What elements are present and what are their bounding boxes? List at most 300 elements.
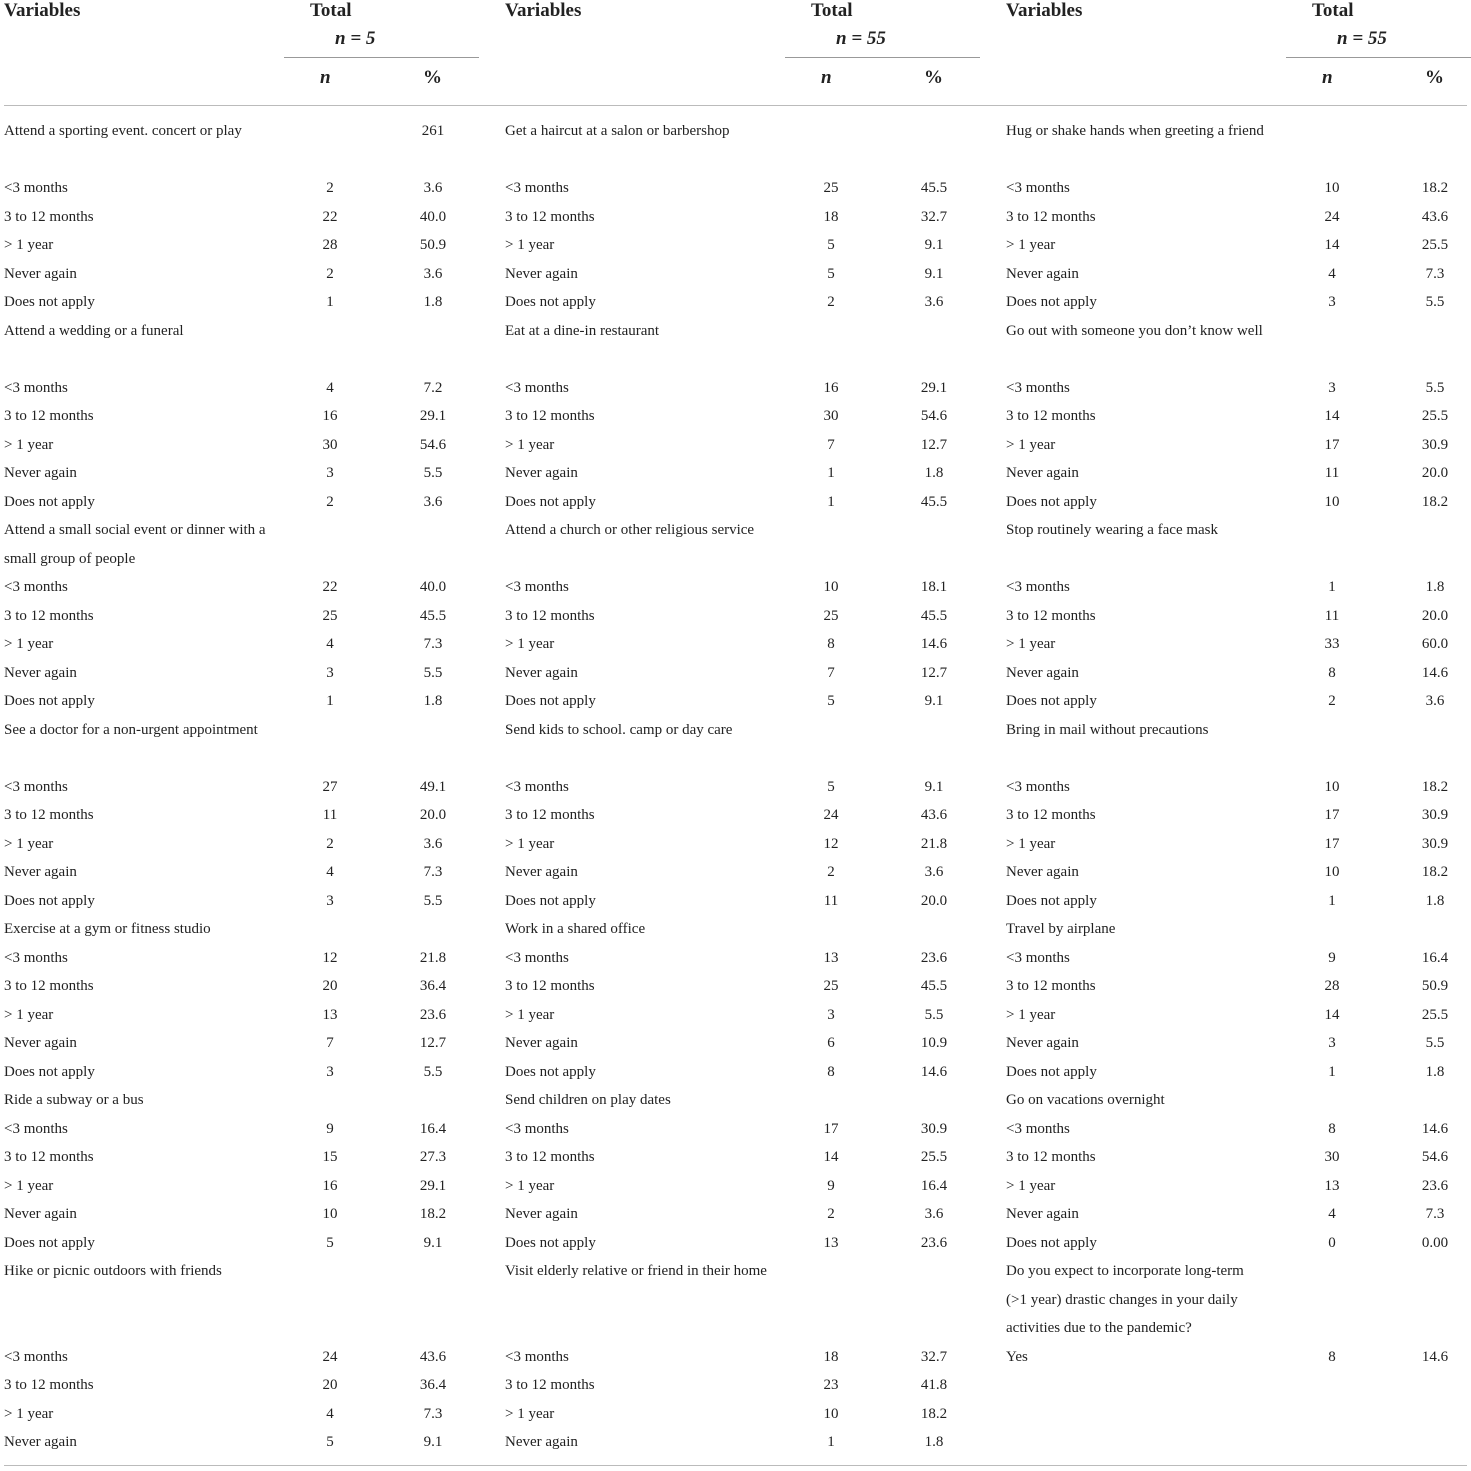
category-label: Bring in mail without precautions <box>1006 721 1209 738</box>
percent-value: 30.9 <box>920 1120 948 1137</box>
percent-column-header: % <box>924 67 943 88</box>
percent-value: 18.2 <box>1421 180 1449 196</box>
n-value: 17 <box>1324 835 1340 852</box>
category-label: Stop routinely wearing a face mask <box>1006 522 1219 538</box>
percent-value: 12.7 <box>419 1035 447 1051</box>
percent-value: 23.6 <box>419 1006 447 1023</box>
n-value: 8 <box>827 636 835 652</box>
response-label: 3 to 12 months <box>4 208 94 225</box>
n-value: 28 <box>322 237 338 253</box>
percent-value: 20.0 <box>419 807 447 823</box>
total-header: Total <box>1312 0 1354 21</box>
n-value: 15 <box>322 1149 338 1165</box>
percent-value: 5.5 <box>423 1063 443 1080</box>
n-value: 7 <box>827 664 835 681</box>
percent-column-header: % <box>1425 67 1444 88</box>
n-value: 20 <box>322 1377 338 1393</box>
n-value: 10 <box>1324 864 1340 880</box>
percent-value: 43.6 <box>1421 208 1449 225</box>
percent-value: 18.2 <box>1421 493 1449 510</box>
n-value: 7 <box>326 1035 334 1051</box>
percent-value: 45.5 <box>920 978 948 994</box>
n-value: 8 <box>1328 1120 1336 1137</box>
category-label: Eat at a dine-in restaurant <box>505 322 660 339</box>
n-value: 14 <box>823 1149 839 1165</box>
response-label: Never again <box>505 465 578 481</box>
n-value: 1 <box>1328 1063 1336 1080</box>
n-value: 2 <box>326 493 334 510</box>
n-value: 2 <box>326 265 334 282</box>
response-label: <3 months <box>4 949 68 966</box>
response-label: Never again <box>4 1206 77 1222</box>
response-label: 3 to 12 months <box>1006 978 1096 994</box>
n-value: 18 <box>823 1348 839 1365</box>
percent-value: 40.0 <box>419 208 447 225</box>
percent-value: 41.8 <box>920 1377 948 1393</box>
n-value: 5 <box>827 778 835 795</box>
response-label: <3 months <box>4 778 68 795</box>
response-label: 3 to 12 months <box>4 978 94 994</box>
percent-value: 3.6 <box>924 294 944 310</box>
percent-value: 3.6 <box>423 493 443 510</box>
percent-value: 50.9 <box>1421 978 1449 994</box>
n-value: 11 <box>823 892 839 909</box>
n-value: 25 <box>322 607 338 624</box>
category-label: Attend a sporting event. concert or play <box>4 123 242 139</box>
n-value: 3 <box>827 1006 835 1023</box>
n-value: 16 <box>322 408 338 424</box>
n-value: 1 <box>326 294 334 310</box>
response-label: <3 months <box>4 1348 68 1365</box>
response-label: 3 to 12 months <box>1006 607 1096 624</box>
percent-value: 21.8 <box>419 949 447 966</box>
percent-value: 23.6 <box>920 1234 948 1251</box>
response-label: > 1 year <box>505 237 555 253</box>
percent-value: 5.5 <box>423 465 443 481</box>
response-label: > 1 year <box>505 835 555 852</box>
response-label: > 1 year <box>1006 1006 1056 1023</box>
response-label: Never again <box>505 864 578 880</box>
response-label: Never again <box>4 1035 77 1051</box>
n-value: 5 <box>827 237 835 253</box>
category-label: Hike or picnic outdoors with friends <box>4 1263 222 1279</box>
variables-header: Variables <box>505 0 582 21</box>
response-label: Does not apply <box>1006 1063 1097 1080</box>
header-divider <box>785 57 980 58</box>
response-label: <3 months <box>1006 579 1070 595</box>
response-label: 3 to 12 months <box>505 1149 595 1165</box>
n-value: 1 <box>326 693 334 709</box>
percent-value: 1.8 <box>924 1434 944 1450</box>
percent-value: 14.6 <box>1421 1120 1449 1137</box>
n-column-header: n <box>821 67 832 88</box>
n-value: 18 <box>823 208 839 225</box>
response-label: > 1 year <box>505 636 555 652</box>
response-label: > 1 year <box>1006 1177 1056 1194</box>
n-column-header: n <box>320 67 331 88</box>
percent-value: 18.1 <box>920 579 948 595</box>
response-label: 3 to 12 months <box>505 1377 595 1393</box>
percent-value: 9.1 <box>423 1434 443 1450</box>
percent-value: 49.1 <box>419 778 447 795</box>
response-label: Never again <box>1006 1035 1079 1051</box>
percent-value: 5.5 <box>423 892 443 909</box>
response-label: 3 to 12 months <box>505 208 595 225</box>
response-label: Does not apply <box>1006 1234 1097 1251</box>
category-label: Visit elderly relative or friend in their home <box>505 1263 767 1279</box>
response-label: Never again <box>505 265 578 282</box>
percent-value: 1.8 <box>924 465 944 481</box>
variables-header: Variables <box>1006 0 1083 21</box>
n-value: 13 <box>823 949 839 966</box>
response-label: Never again <box>4 664 77 681</box>
n-value: 4 <box>1328 1206 1336 1222</box>
n-value: 7 <box>827 436 835 453</box>
response-label: <3 months <box>505 1348 569 1365</box>
n-value: 2 <box>326 180 334 196</box>
percent-value: 7.3 <box>423 636 443 652</box>
percent-value: 29.1 <box>419 1177 447 1194</box>
response-label: <3 months <box>4 180 68 196</box>
category-label: Work in a shared office <box>505 921 646 937</box>
percent-value: 54.6 <box>1421 1149 1449 1165</box>
percent-column-header: % <box>423 67 442 88</box>
percent-value: 30.9 <box>1421 807 1449 823</box>
n-value: 1 <box>827 1434 835 1450</box>
percent-value: 18.2 <box>419 1206 447 1222</box>
percent-value: 10.9 <box>920 1035 948 1051</box>
percent-value: 43.6 <box>920 807 948 823</box>
percent-value: 16.4 <box>920 1177 948 1194</box>
n-value: 33 <box>1324 636 1340 652</box>
response-label: Does not apply <box>505 294 596 310</box>
percent-value: 14.6 <box>920 636 948 652</box>
response-label: Does not apply <box>1006 892 1097 909</box>
category-label: Attend a small social event or dinner with a small group of people <box>4 522 266 567</box>
category-label: Attend a wedding or a funeral <box>4 322 184 339</box>
n-value: 12 <box>823 835 839 852</box>
percent-value: 20.0 <box>920 892 948 909</box>
response-label: 3 to 12 months <box>4 807 94 823</box>
percent-value: 5.5 <box>924 1006 944 1023</box>
response-label: Does not apply <box>4 1234 95 1251</box>
n-value: 11 <box>1324 465 1340 481</box>
response-label: > 1 year <box>1006 835 1056 852</box>
percent-value: 3.6 <box>423 180 443 196</box>
response-label: > 1 year <box>505 1006 555 1023</box>
response-label: 3 to 12 months <box>505 978 595 994</box>
n-value: 22 <box>322 579 338 595</box>
category-label: Ride a subway or a bus <box>4 1092 144 1108</box>
n-value: 4 <box>326 864 334 880</box>
n-value: 22 <box>322 208 338 225</box>
percent-value: 7.2 <box>423 379 443 396</box>
response-label: 3 to 12 months <box>4 408 94 424</box>
percent-value: 54.6 <box>920 408 948 424</box>
response-label: Does not apply <box>4 1063 95 1080</box>
response-label: <3 months <box>505 180 569 196</box>
n-value: 6 <box>827 1035 835 1051</box>
n-value: 3 <box>1328 379 1336 396</box>
n-value: 14 <box>1324 237 1340 253</box>
category-label: Go out with someone you don’t know well <box>1006 322 1263 339</box>
percent-value: 5.5 <box>1425 379 1445 396</box>
response-label: Never again <box>4 1434 77 1450</box>
response-label: <3 months <box>4 579 68 595</box>
percent-value: 9.1 <box>924 778 944 795</box>
n-value: 11 <box>1324 607 1340 624</box>
percent-value: 16.4 <box>1421 949 1449 966</box>
percent-value: 43.6 <box>419 1348 447 1365</box>
n-value: 3 <box>1328 294 1336 310</box>
percent-value: 9.1 <box>924 265 944 282</box>
response-label: Does not apply <box>4 493 95 510</box>
percent-value: 45.5 <box>419 607 447 624</box>
response-label: > 1 year <box>505 1405 555 1422</box>
n-total-header: n = 55 <box>1337 28 1387 49</box>
response-label: <3 months <box>505 1120 569 1137</box>
response-label: Never again <box>4 864 77 880</box>
n-value: 16 <box>823 379 839 396</box>
response-label: <3 months <box>505 379 569 396</box>
response-label: Does not apply <box>4 892 95 909</box>
percent-value: 1.8 <box>423 294 443 310</box>
n-value: 10 <box>1324 493 1340 510</box>
response-label: Never again <box>1006 465 1079 481</box>
response-label: > 1 year <box>1006 636 1056 652</box>
percent-value: 18.2 <box>920 1405 948 1422</box>
percent-value: 25.5 <box>1421 1006 1449 1023</box>
percent-value: 50.9 <box>419 237 447 253</box>
response-label: <3 months <box>1006 180 1070 196</box>
percent-value: 5.5 <box>1425 294 1445 310</box>
n-value: 10 <box>1324 180 1340 196</box>
n-value: 11 <box>322 807 338 823</box>
n-value: 25 <box>823 180 839 196</box>
response-label: Never again <box>1006 864 1079 880</box>
percent-value: 36.4 <box>419 1377 447 1393</box>
category-label: Send children on play dates <box>505 1092 671 1108</box>
n-value: 3 <box>326 1063 334 1080</box>
response-label: <3 months <box>1006 379 1070 396</box>
category-label: Do you expect to incorporate long-term (>1 year) drastic changes in your daily activities due to the pandemic? <box>1006 1263 1244 1336</box>
n-value: 13 <box>1324 1177 1340 1194</box>
response-label: Does not apply <box>505 892 596 909</box>
n-value: 1 <box>1328 892 1336 909</box>
n-value: 17 <box>1324 436 1340 453</box>
response-label: Never again <box>505 1035 578 1051</box>
n-value: 20 <box>322 978 338 994</box>
percent-value: 3.6 <box>423 835 443 852</box>
n-value: 2 <box>827 294 835 310</box>
percent-value: 1.8 <box>423 693 443 709</box>
n-value: 13 <box>322 1006 338 1023</box>
total-header: Total <box>310 0 352 21</box>
response-label: Never again <box>4 265 77 282</box>
category-label: Attend a church or other religious service <box>505 522 755 538</box>
n-value: 5 <box>326 1434 334 1450</box>
response-label: Does not apply <box>4 693 95 709</box>
n-value: 24 <box>1324 208 1340 225</box>
response-label: <3 months <box>505 949 569 966</box>
n-value: 25 <box>823 978 839 994</box>
response-label: <3 months <box>1006 949 1070 966</box>
n-value: 3 <box>1328 1035 1336 1051</box>
response-label: 3 to 12 months <box>4 1377 94 1393</box>
n-value: 3 <box>326 664 334 681</box>
response-label: Does not apply <box>4 294 95 310</box>
n-value: 9 <box>1328 949 1336 966</box>
response-label: 3 to 12 months <box>1006 408 1096 424</box>
percent-value: 32.7 <box>920 1348 948 1365</box>
response-label: Never again <box>505 664 578 681</box>
n-value: 8 <box>827 1063 835 1080</box>
percent-value: 7.3 <box>423 1405 443 1422</box>
percent-value: 25.5 <box>1421 408 1449 424</box>
category-label: Exercise at a gym or fitness studio <box>4 921 211 937</box>
n-value: 1 <box>827 465 835 481</box>
percent-value: 29.1 <box>419 408 447 424</box>
n-value: 1 <box>827 493 835 510</box>
category-label: Send kids to school. camp or day care <box>505 721 733 738</box>
percent-value: 3.6 <box>924 864 944 880</box>
n-value: 13 <box>823 1234 839 1251</box>
response-label: > 1 year <box>4 237 54 253</box>
category-label: See a doctor for a non-urgent appointment <box>4 721 258 738</box>
response-label: > 1 year <box>4 835 54 852</box>
response-label: <3 months <box>4 379 68 396</box>
category-label: Get a haircut at a salon or barbershop <box>505 123 730 139</box>
response-label: Does not apply <box>505 493 596 510</box>
percent-value: 16.4 <box>419 1120 447 1137</box>
n-value: 10 <box>823 579 839 595</box>
response-label: > 1 year <box>4 636 54 652</box>
response-label: <3 months <box>4 1120 68 1137</box>
n-value: 28 <box>1324 978 1340 994</box>
n-value: 10 <box>823 1405 839 1422</box>
n-value: 5 <box>326 1234 334 1251</box>
response-label: Never again <box>4 465 77 481</box>
percent-value: 23.6 <box>920 949 948 966</box>
n-value: 2 <box>827 1206 835 1222</box>
n-value: 30 <box>322 436 338 453</box>
n-value: 27 <box>322 778 338 795</box>
percent-value: 30.9 <box>1421 436 1449 453</box>
response-label: Does not apply <box>1006 493 1097 510</box>
response-label: > 1 year <box>1006 436 1056 453</box>
percent-value: 25.5 <box>920 1149 948 1165</box>
n-value: 24 <box>823 807 839 823</box>
response-label: <3 months <box>1006 1120 1070 1137</box>
percent-value: 7.3 <box>423 864 443 880</box>
response-label: > 1 year <box>505 436 555 453</box>
n-value: 3 <box>326 892 334 909</box>
percent-value: 25.5 <box>1421 237 1449 253</box>
response-label: > 1 year <box>505 1177 555 1194</box>
bottom-rule <box>4 1465 1467 1466</box>
response-label: 3 to 12 months <box>1006 208 1096 225</box>
n-value: 12 <box>322 949 338 966</box>
response-label: <3 months <box>505 579 569 595</box>
percent-value: 9.1 <box>924 237 944 253</box>
response-label: Never again <box>1006 265 1079 282</box>
n-value: 4 <box>1328 265 1336 282</box>
n-value: 4 <box>326 1405 334 1422</box>
n-value: 5 <box>827 693 835 709</box>
percent-value: 54.6 <box>419 436 447 453</box>
percent-value: 9.1 <box>423 1234 443 1251</box>
n-value: 1 <box>1328 579 1336 595</box>
n-total-header: n = 55 <box>836 28 886 49</box>
percent-value: 21.8 <box>920 835 948 852</box>
n-value: 30 <box>823 408 839 424</box>
response-label: Never again <box>1006 1206 1079 1222</box>
percent-value: 20.0 <box>1421 607 1449 624</box>
percent-value: 3.6 <box>423 265 443 282</box>
n-value: 9 <box>827 1177 835 1194</box>
category-label: Hug or shake hands when greeting a friend <box>1006 123 1264 139</box>
response-label: 3 to 12 months <box>1006 807 1096 823</box>
category-label: Travel by airplane <box>1006 921 1116 937</box>
percent-value: 1.8 <box>1425 892 1445 909</box>
n-value: 14 <box>1324 1006 1340 1023</box>
n-value: 0 <box>1328 1234 1336 1251</box>
response-label: 3 to 12 months <box>505 607 595 624</box>
percent-value: 12.7 <box>920 664 948 681</box>
response-label: 3 to 12 months <box>4 607 94 624</box>
percent-value: 18.2 <box>1421 864 1449 880</box>
header-rule <box>4 105 1467 106</box>
percent-value: 3.6 <box>1425 693 1445 709</box>
percent-value: 36.4 <box>419 978 447 994</box>
response-label: 3 to 12 months <box>1006 1149 1096 1165</box>
n-value: 16 <box>322 1177 338 1194</box>
n-value: 8 <box>1328 1348 1336 1365</box>
n-value: 8 <box>1328 664 1336 681</box>
n-value: 10 <box>1324 778 1340 795</box>
response-label: Does not apply <box>1006 693 1097 709</box>
n-value: 5 <box>827 265 835 282</box>
n-value: 4 <box>326 379 334 396</box>
n-value: 2 <box>326 835 334 852</box>
total-header: Total <box>811 0 853 21</box>
percent-value: 60.0 <box>1421 636 1449 652</box>
percent-value: 45.5 <box>920 493 948 510</box>
percent-value: 45.5 <box>920 180 948 196</box>
percent-value: 0.00 <box>1421 1234 1449 1251</box>
percent-value: 9.1 <box>924 693 944 709</box>
percent-value: 14.6 <box>920 1063 948 1080</box>
percent-value: 5.5 <box>1425 1035 1445 1051</box>
response-label: Never again <box>505 1206 578 1222</box>
percent-value: 40.0 <box>419 579 447 595</box>
percent-value: 3.6 <box>924 1206 944 1222</box>
category-label: Go on vacations overnight <box>1006 1092 1165 1108</box>
response-label: > 1 year <box>1006 237 1056 253</box>
percent-value: 7.3 <box>1425 265 1445 282</box>
percent-value: 12.7 <box>920 436 948 453</box>
n-value: 2 <box>827 864 835 880</box>
percent-value: 7.3 <box>1425 1206 1445 1222</box>
percent-value: 27.3 <box>419 1149 447 1165</box>
response-label: Does not apply <box>1006 294 1097 310</box>
percent-value: 5.5 <box>423 664 443 681</box>
response-label: Never again <box>505 1434 578 1450</box>
response-label: Does not apply <box>505 1234 596 1251</box>
n-total-header: n = 5 <box>335 28 376 49</box>
response-label: Never again <box>1006 664 1079 681</box>
n-value: 14 <box>1324 408 1340 424</box>
